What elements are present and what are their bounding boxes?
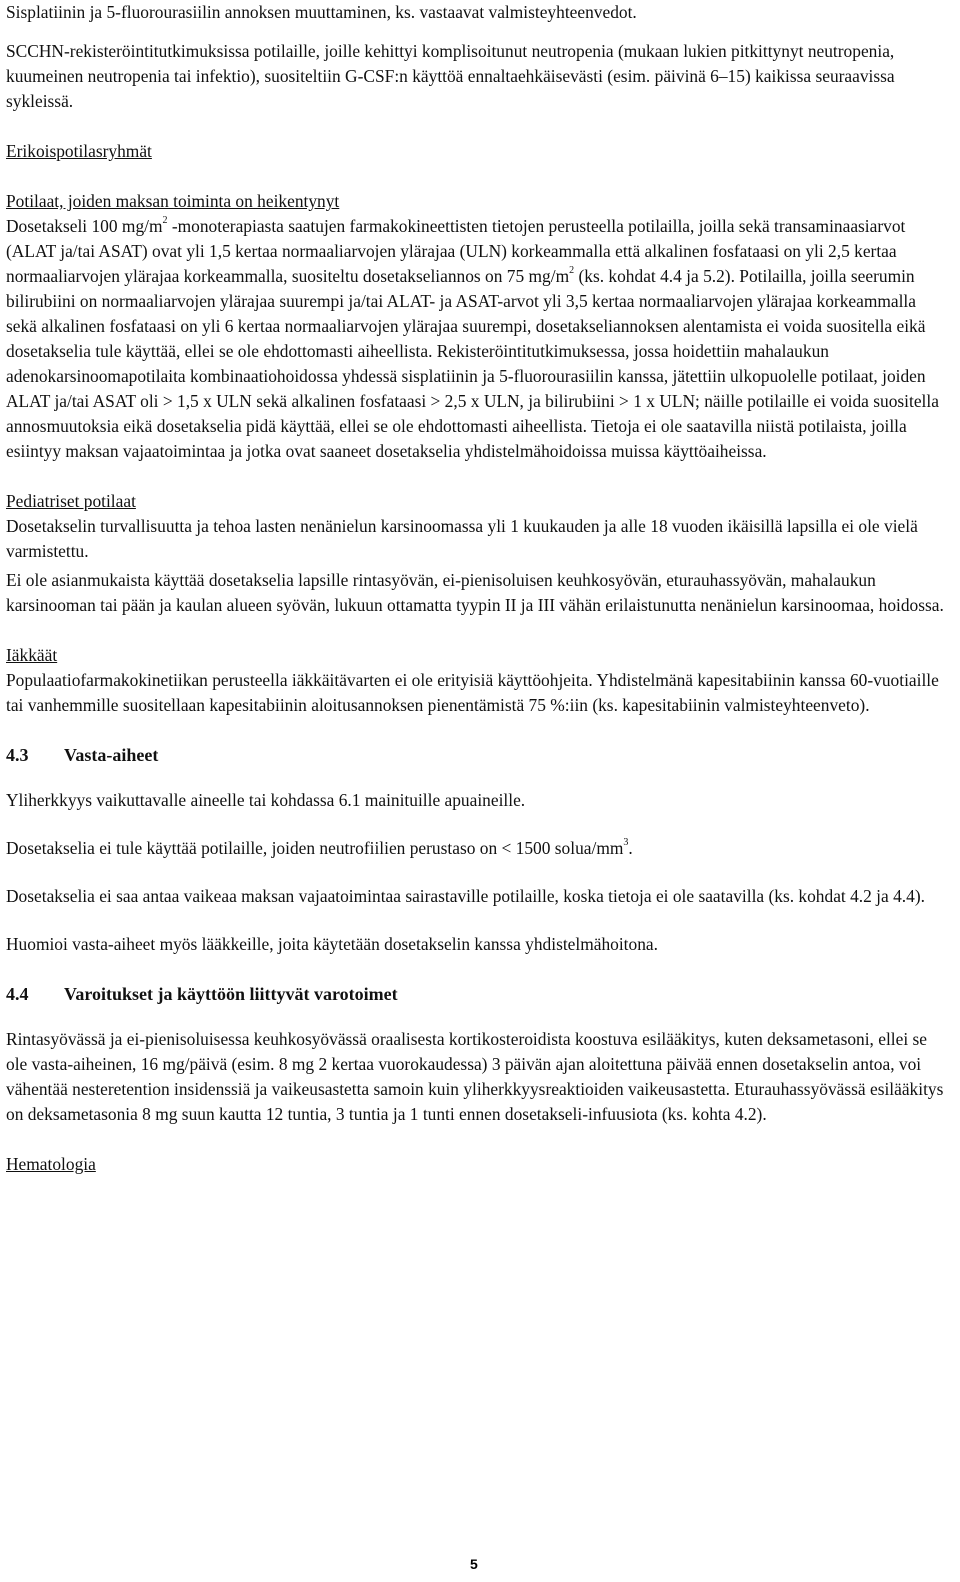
pediatric-paragraph-2: Ei ole asianmukaista käyttää dosetakselia lapsille rintasyövän, ei-pienisoluisen keuhkosyövän, eturauhassyövän, mahalaukun karsinooman tai pään ja kaulan alueen syövän, lukuun ottamatta tyypin II ja III vähän erilaistunutta nenänielun karsinoomaa, hoidossa. bbox=[6, 570, 944, 615]
section-4-3-heading: 4.3 Vasta-aiheet bbox=[6, 745, 159, 765]
liver-heading: Potilaat, joiden maksan toiminta on heikentynyt bbox=[6, 191, 340, 211]
elderly-heading: Iäkkäät bbox=[6, 645, 58, 665]
contraindication-2: Dosetakselia ei tule käyttää potilaille, joiden neutrofiilien perustaso on < 1500 solua/$mm^3$. bbox=[6, 837, 633, 858]
scchn-paragraph: SCCHN-rekisteröintitutkimuksissa potilaille, joille kehittyi komplisoitunut neutropenia (mukaan lukien pitkittynyt neutropenia, kuumeinen neutropenia tai infektio), suositeltiin G-CSF:n käyttöä ennaltaehkäisevästi (esim. päivinä 6–15) kaikissa seuraavissa sykleissä. bbox=[6, 41, 895, 111]
intro-line: Sisplatiinin ja 5-fluorourasiilin annoksen muuttaminen, ks. vastaavat valmisteyhteenvedot. bbox=[6, 2, 637, 22]
contraindication-3: Dosetakselia ei saa antaa vaikeaa maksan vajaatoimintaa sairastaville potilaille, koska tietoja ei ole saatavilla (ks. kohdat 4.2 ja 4.4). bbox=[6, 886, 925, 906]
liver-paragraph: Dosetakseli 100 $mg/m^2$ -monoterapiasta saatujen farmakokineettisten tietojen perusteella potilailla, joilla sekä transaminaasiarvot (ALAT ja/tai ASAT) ovat yli 1,5 kertaa normaaliarvojen ylärajaa (ULN) korkeammalla että alkalinen fosfataasi on yli 2,5 kertaa normaaliarvojen ylärajaa korkeammalla, suositeltu dosetakseliannos on 75 $mg/m^2$ (ks. kohdat 4.4 ja 5.2). Potilailla, joilla seerumin bilirubiini on normaaliarvojen ylärajaa suurempi ja/tai ALAT- ja ASAT-arvot yli 3,5 kertaa normaaliarvojen ylärajaa korkeammalla sekä alkalinen fosfataasi on yli 6 kertaa normaaliarvojen ylärajaa suurempi, dosetakseliannoksen alentamista ei voida suositella eikä dosetakselia tule käyttää, ellei se ole ehdottomasti aiheellista. Rekisteröintitutkimuksessa, jossa hoidettiin mahalaukun adenokarsinoomapotilaita kombinaatiohoidossa yhdessä sisplatiinin ja 5-fluorourasiilin kanssa, jätettiin ulkopuolelle potilaat, joiden ALAT ja/tai ASAT oli > 1,5 x ULN sekä alkalinen fosfataasi > 2,5 x ULN, ja bilirubiini > 1 x ULN; näille potilaille ei voida suositella annosmuutoksia eikä dosetakselia pidä käyttää, ellei se ole ehdottomasti aiheellista. Tietoja ei ole saatavilla niistä potilaista, joilla esiintyy maksan vajaatoimintaa ja jotka ovat saaneet dosetakselia yhdistelmähoidoissa muissa käyttöaiheissa. bbox=[6, 215, 939, 461]
page-number: 5 bbox=[470, 1556, 478, 1572]
section-4-4-heading: 4.4 Varoitukset ja käyttöön liittyvät varotoimet bbox=[6, 984, 398, 1004]
elderly-paragraph: Populaatiofarmakokinetiikan perusteella iäkkäitävarten ei ole erityisiä käyttöohjeita. Yhdistelmänä kapesitabiinin kanssa 60-vuotiaille tai vanhemmille suositellaan kapesitabiinin aloitusannoksen pienentämistä 75 %:iin (ks. kapesitabiinin valmisteyhteenveto). bbox=[6, 670, 939, 715]
hematology-heading: Hematologia bbox=[6, 1154, 96, 1174]
pediatric-heading: Pediatriset potilaat bbox=[6, 491, 136, 511]
contraindication-1: Yliherkkyys vaikuttavalle aineelle tai kohdassa 6.1 mainituille apuaineille. bbox=[6, 790, 526, 810]
pediatric-paragraph-1: Dosetakselin turvallisuutta ja tehoa lasten nenänielun karsinoomassa yli 1 kuukauden ja alle 18 vuoden ikäisillä lapsilla ei ole vielä varmistettu. bbox=[6, 516, 918, 561]
special-groups-heading: Erikoispotilasryhmät bbox=[6, 141, 152, 161]
document-page bbox=[6, 0, 950, 1177]
warnings-paragraph: Rintasyövässä ja ei-pienisoluisessa keuhkosyövässä oraalisesta kortikosteroidista koostuva esilääkitys, kuten deksametasoni, ellei se ole vasta-aiheinen, 16 mg/päivä (esim. 8 mg 2 kertaa vuorokaudessa) 3 päivän ajan aloitettuna päivää ennen dosetakselin antoa, voi vähentää nesteretention insidenssiä ja vaikeusastetta samoin kuin yliherkkyysreaktioiden vaikeusastetta. Eturauhassyövässä esilääkitys on deksametasonia 8 mg suun kautta 12 tuntia, 3 tuntia ja 1 tunti ennen dosetakseli-infuusiota (ks. kohta 4.2). bbox=[6, 1029, 944, 1124]
contraindication-4: Huomioi vasta-aiheet myös lääkkeille, joita käytetään dosetakselin kanssa yhdistelmähoitona. bbox=[6, 934, 658, 954]
